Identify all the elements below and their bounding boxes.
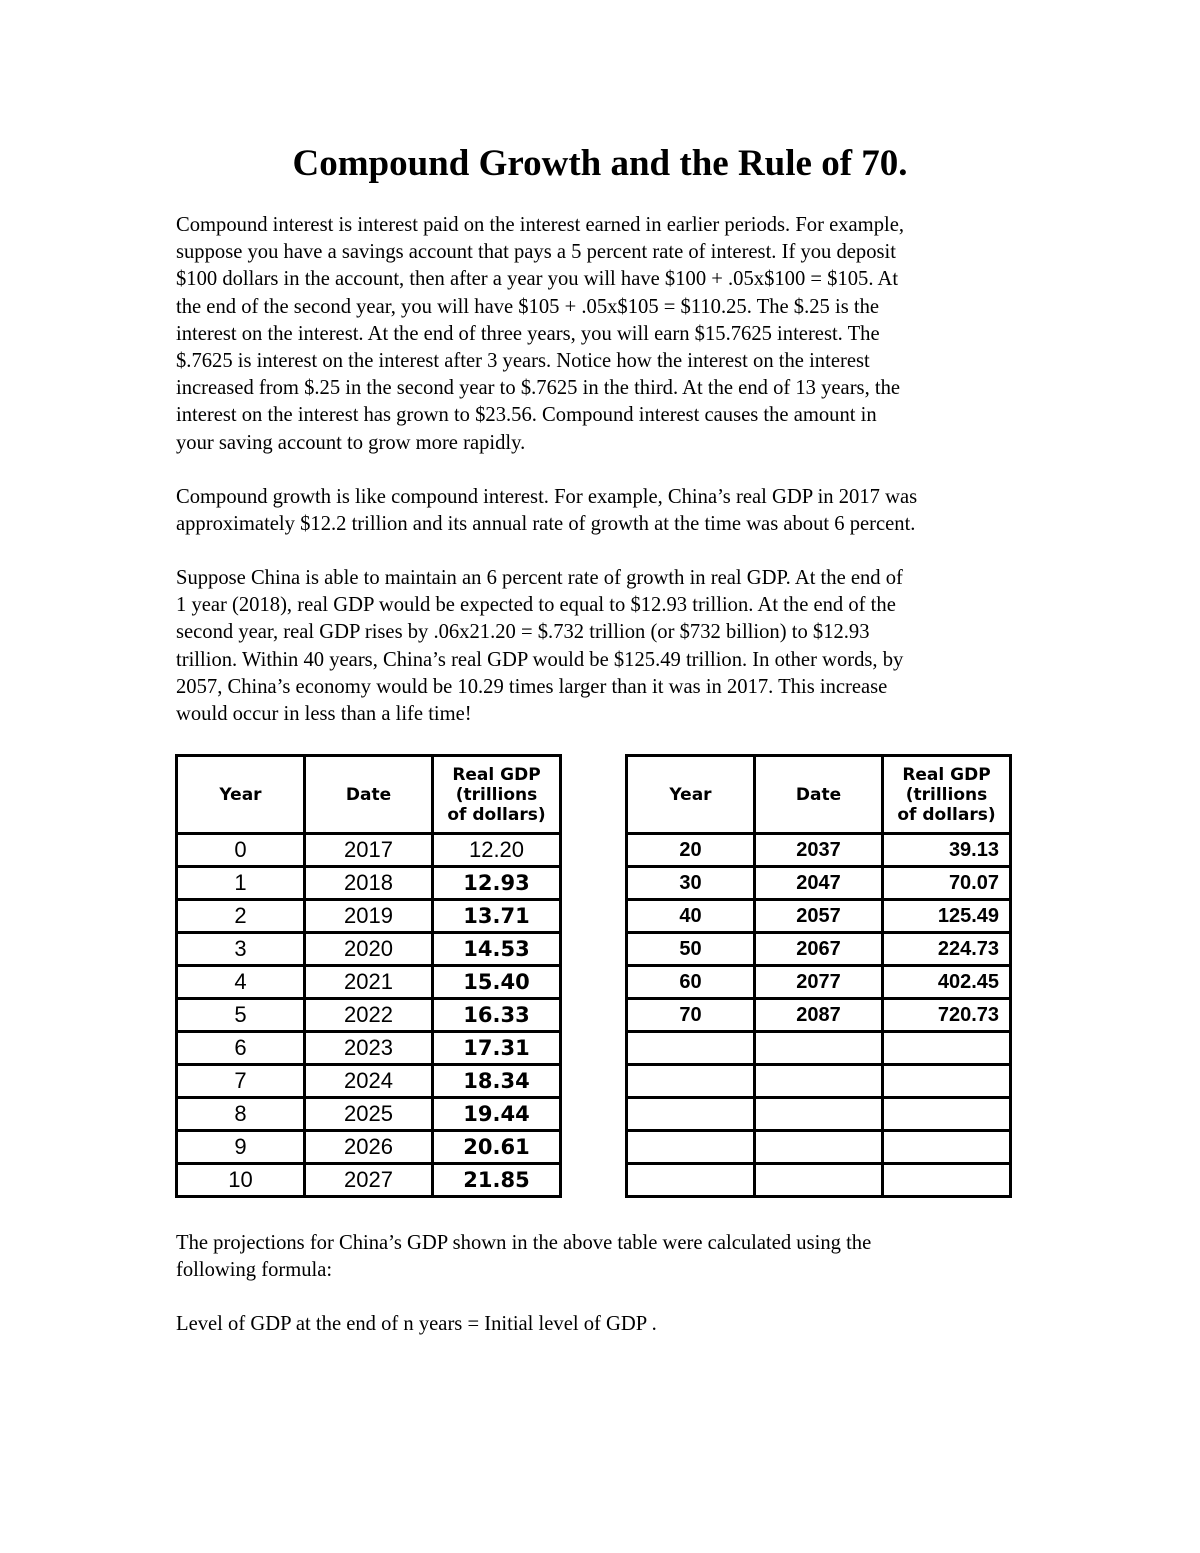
header-line: (trillions bbox=[455, 784, 538, 805]
table-row bbox=[627, 966, 1011, 999]
cell-date: 2025 bbox=[305, 1098, 433, 1131]
cell-year: 40 bbox=[627, 900, 755, 933]
cell-year: 70 bbox=[627, 999, 755, 1032]
table-row bbox=[177, 1098, 561, 1131]
table-row bbox=[627, 900, 1011, 933]
paragraph-line: 1 year (2018), real GDP would be expected to equal to $12.93 trillion. At the end of the bbox=[176, 594, 896, 617]
table-row bbox=[177, 1131, 561, 1164]
header-line: of dollars) bbox=[897, 804, 996, 825]
cell-real-gdp: 18.34 bbox=[433, 1065, 561, 1098]
paragraph-line: second year, real GDP rises by .06x21.20 = $.732 trillion (or $732 billion) to $12.93 bbox=[176, 621, 870, 644]
cell-date: 2087 bbox=[755, 999, 883, 1032]
cell-date: 2027 bbox=[305, 1164, 433, 1197]
table-row bbox=[627, 867, 1011, 900]
cell-date bbox=[755, 1032, 883, 1065]
cell-real-gdp: 19.44 bbox=[433, 1098, 561, 1131]
cell-date: 2023 bbox=[305, 1032, 433, 1065]
table-row bbox=[177, 1065, 561, 1098]
cell-real-gdp bbox=[883, 1131, 1011, 1164]
paragraph-line: Suppose China is able to maintain an 6 percent rate of growth in real GDP. At the end of bbox=[176, 567, 903, 589]
cell-date: 2020 bbox=[305, 933, 433, 966]
header-line: of dollars) bbox=[447, 804, 546, 825]
paragraph-line: Compound interest is interest paid on the interest earned in earlier periods. For example, bbox=[176, 214, 905, 236]
paragraph-line: increased from $.25 in the second year to $.7625 in the third. At the end of 13 years, the bbox=[176, 377, 901, 400]
cell-year: 6 bbox=[177, 1032, 305, 1065]
cell-year: 4 bbox=[177, 966, 305, 999]
cell-date: 2021 bbox=[305, 966, 433, 999]
table-row bbox=[177, 933, 561, 966]
cell-date: 2026 bbox=[305, 1131, 433, 1164]
table-row bbox=[177, 1164, 561, 1197]
cell-year: 8 bbox=[177, 1098, 305, 1131]
paragraph-line: Compound growth is like compound interest. For example, China’s real GDP in 2017 was bbox=[176, 486, 918, 508]
header-line: (trillions bbox=[905, 784, 988, 805]
table-row bbox=[627, 1131, 1011, 1164]
cell-real-gdp: 12.93 bbox=[433, 867, 561, 900]
formula-text bbox=[176, 1311, 1036, 1338]
cell-year: 3 bbox=[177, 933, 305, 966]
table-row bbox=[627, 1098, 1011, 1131]
header-line: Real GDP bbox=[452, 764, 541, 785]
cell-date: 2022 bbox=[305, 999, 433, 1032]
cell-real-gdp: 70.07 bbox=[883, 867, 1011, 900]
page-title: Compound Growth and the Rule of 70. bbox=[292, 143, 908, 184]
table-row bbox=[177, 900, 561, 933]
cell-year: 20 bbox=[627, 834, 755, 867]
cell-real-gdp: 14.53 bbox=[433, 933, 561, 966]
paragraph-line: suppose you have a savings account that pays a 5 percent rate of interest. If you deposit bbox=[176, 241, 896, 264]
paragraph-line: interest on the interest has grown to $23.56. Compound interest causes the amount in bbox=[176, 404, 877, 427]
cell-real-gdp bbox=[883, 1098, 1011, 1131]
cell-date bbox=[755, 1164, 883, 1197]
table-row bbox=[177, 867, 561, 900]
paragraph-china-projection bbox=[176, 565, 1036, 728]
cell-year: 60 bbox=[627, 966, 755, 999]
cell-real-gdp: 13.71 bbox=[433, 900, 561, 933]
cell-date: 2077 bbox=[755, 966, 883, 999]
cell-real-gdp: 224.73 bbox=[883, 933, 1011, 966]
cell-date: 2037 bbox=[755, 834, 883, 867]
table-row bbox=[627, 1164, 1011, 1197]
cell-date: 2019 bbox=[305, 900, 433, 933]
cell-real-gdp: 12.20 bbox=[433, 834, 561, 867]
cell-real-gdp: 21.85 bbox=[433, 1164, 561, 1197]
column-header-real-gdp bbox=[433, 756, 561, 834]
cell-real-gdp: 720.73 bbox=[883, 999, 1011, 1032]
cell-date: 2024 bbox=[305, 1065, 433, 1098]
column-header-date: Date bbox=[305, 756, 433, 834]
cell-date: 2067 bbox=[755, 933, 883, 966]
cell-year: 7 bbox=[177, 1065, 305, 1098]
cell-year: 9 bbox=[177, 1131, 305, 1164]
cell-year: 0 bbox=[177, 834, 305, 867]
paragraph-line: Level of GDP at the end of n years = Initial level of GDP . bbox=[176, 1313, 657, 1335]
paragraph-line: The projections for China’s GDP shown in the above table were calculated using the bbox=[176, 1232, 872, 1254]
paragraph-line: would occur in less than a life time! bbox=[176, 703, 472, 726]
paragraph-line: $100 dollars in the account, then after a year you will have $100 + .05x$100 = $105. At bbox=[176, 268, 899, 291]
cell-year: 50 bbox=[627, 933, 755, 966]
cell-date bbox=[755, 1131, 883, 1164]
table-row bbox=[627, 834, 1011, 867]
cell-real-gdp: 39.13 bbox=[883, 834, 1011, 867]
cell-year: 1 bbox=[177, 867, 305, 900]
cell-year bbox=[627, 1164, 755, 1197]
cell-date: 2057 bbox=[755, 900, 883, 933]
cell-date: 2017 bbox=[305, 834, 433, 867]
cell-real-gdp: 16.33 bbox=[433, 999, 561, 1032]
gdp-table-years-0-10 bbox=[175, 754, 562, 1198]
cell-date bbox=[755, 1098, 883, 1131]
cell-real-gdp bbox=[883, 1032, 1011, 1065]
column-header-real-gdp bbox=[883, 756, 1011, 834]
column-header-year: Year bbox=[177, 756, 305, 834]
cell-real-gdp: 15.40 bbox=[433, 966, 561, 999]
cell-real-gdp bbox=[883, 1065, 1011, 1098]
cell-real-gdp: 402.45 bbox=[883, 966, 1011, 999]
gdp-table-years-20-70 bbox=[625, 754, 1012, 1198]
cell-date: 2018 bbox=[305, 867, 433, 900]
cell-year bbox=[627, 1131, 755, 1164]
paragraph-line: your saving account to grow more rapidly. bbox=[176, 431, 526, 454]
paragraph-line: trillion. Within 40 years, China’s real GDP would be $125.49 trillion. In other words, by bbox=[176, 648, 904, 671]
table-row bbox=[627, 933, 1011, 966]
cell-real-gdp bbox=[883, 1164, 1011, 1197]
table-row bbox=[177, 966, 561, 999]
cell-real-gdp: 125.49 bbox=[883, 900, 1011, 933]
paragraph-formula-intro bbox=[176, 1230, 1036, 1284]
header-line: Real GDP bbox=[902, 764, 991, 785]
cell-date bbox=[755, 1065, 883, 1098]
table-header-row bbox=[627, 756, 1011, 834]
table-row bbox=[627, 1032, 1011, 1065]
cell-real-gdp: 20.61 bbox=[433, 1131, 561, 1164]
table-row bbox=[177, 1032, 561, 1065]
cell-year bbox=[627, 1098, 755, 1131]
cell-year: 30 bbox=[627, 867, 755, 900]
paragraph-line: $.7625 is interest on the interest after 3 years. Notice how the interest on the interest bbox=[176, 350, 870, 373]
cell-year bbox=[627, 1032, 755, 1065]
cell-real-gdp: 17.31 bbox=[433, 1032, 561, 1065]
column-header-year: Year bbox=[627, 756, 755, 834]
table-row bbox=[627, 999, 1011, 1032]
table-row bbox=[177, 999, 561, 1032]
table-row bbox=[627, 1065, 1011, 1098]
cell-year: 10 bbox=[177, 1164, 305, 1197]
cell-year: 2 bbox=[177, 900, 305, 933]
cell-date: 2047 bbox=[755, 867, 883, 900]
paragraph-line: approximately $12.2 trillion and its annual rate of growth at the time was about 6 percent. bbox=[176, 513, 916, 536]
cell-year bbox=[627, 1065, 755, 1098]
paragraph-line: following formula: bbox=[176, 1259, 333, 1282]
table-header-row bbox=[177, 756, 561, 834]
paragraph-line: interest on the interest. At the end of three years, you will earn $15.7625 interest. The bbox=[176, 322, 880, 345]
paragraph-line: the end of the second year, you will have $105 + .05x$105 = $110.25. The $.25 is the bbox=[176, 295, 880, 318]
paragraph-compound-interest bbox=[176, 212, 1036, 457]
cell-year: 5 bbox=[177, 999, 305, 1032]
paragraph-line: 2057, China’s economy would be 10.29 times larger than it was in 2017. This increase bbox=[176, 675, 888, 698]
column-header-date: Date bbox=[755, 756, 883, 834]
paragraph-compound-growth bbox=[176, 484, 1036, 538]
table-row bbox=[177, 834, 561, 867]
